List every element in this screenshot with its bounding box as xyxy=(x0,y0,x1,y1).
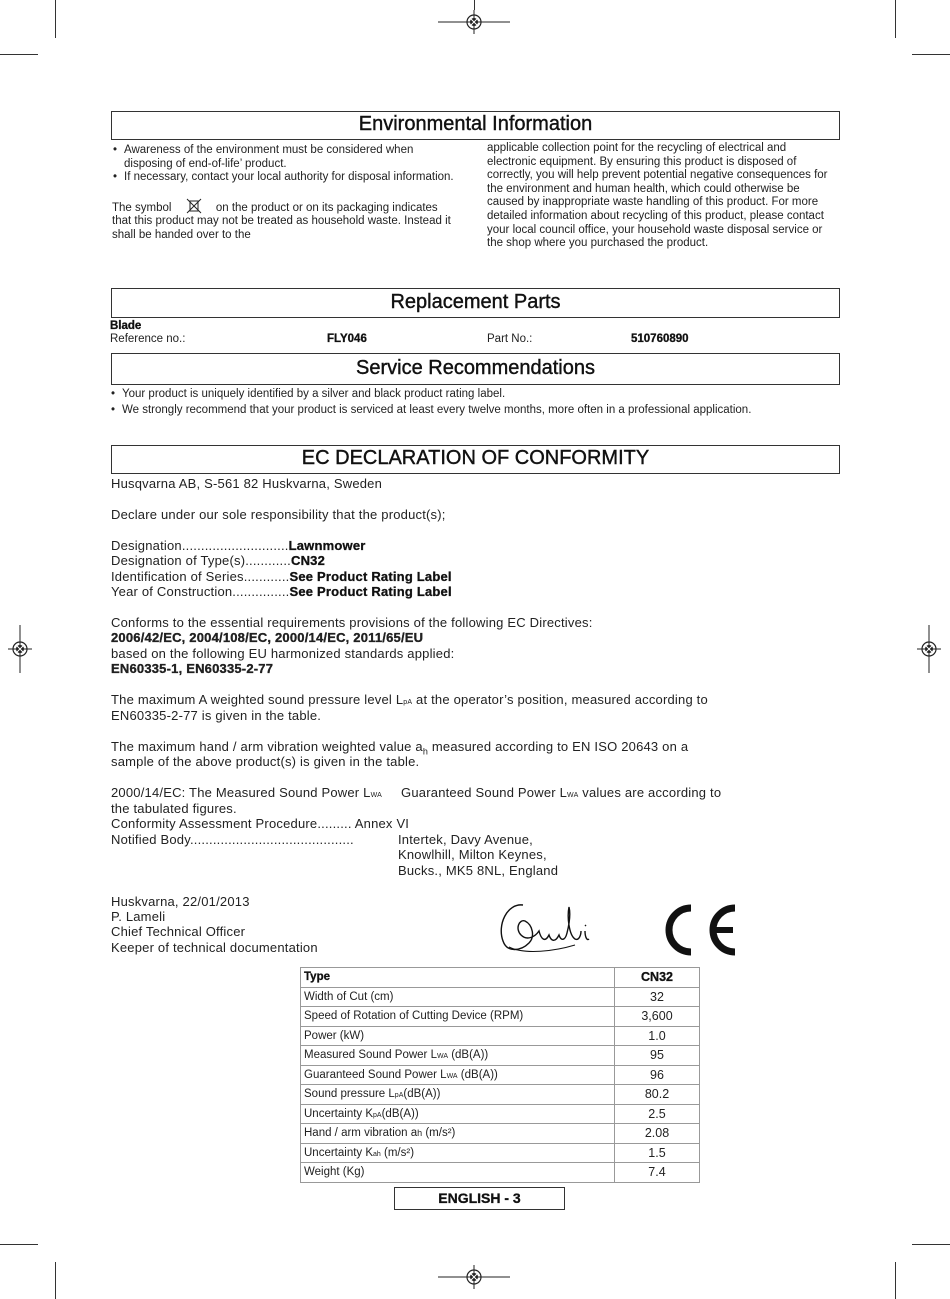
ec-body-line: Intertek, Davy Avenue, xyxy=(398,832,533,847)
registration-mark-icon xyxy=(438,1265,510,1289)
table-row xyxy=(301,1007,700,1027)
table-label-cell: Hand / arm vibration ah (m/s²) xyxy=(301,1124,615,1144)
ec-year-label: Year of Construction............... xyxy=(111,584,290,599)
ec-vib-text: measured according to EN ISO 20643 on a xyxy=(428,739,689,754)
ec-sound-sub: pA xyxy=(403,699,413,706)
table-label-cell: Width of Cut (cm) xyxy=(301,987,615,1007)
env-bullet: • Awareness of the environment must be considered when disposing of end-of-life’ product. xyxy=(112,144,457,171)
table-label-cell: Weight (Kg) xyxy=(301,1163,615,1183)
ec-vib-sub: h xyxy=(422,746,429,757)
table-row xyxy=(301,1065,700,1085)
service-bullets xyxy=(110,388,830,417)
ec-place-date: Huskvarna, 22/01/2013 xyxy=(111,894,250,909)
ec-section-title: EC DECLARATION OF CONFORMITY xyxy=(111,445,840,474)
ec-vib-text: The maximum hand / arm vibration weighted value a xyxy=(111,739,423,754)
ec-body-line: Bucks., MK5 8NL, England xyxy=(398,863,559,878)
ec-power-sub: WA xyxy=(567,792,579,799)
crop-mark xyxy=(912,54,950,55)
ec-type-label: Designation of Type(s)............ xyxy=(111,553,291,568)
ec-designation-value: Lawnmower xyxy=(288,538,366,553)
env-symbol-paragraph xyxy=(112,198,457,243)
ec-sound-line2: EN60335-2-77 is given in the table. xyxy=(111,708,322,723)
ec-power-text: values are according to xyxy=(578,785,722,800)
env-symbol-pre: The symbol xyxy=(112,201,172,214)
registration-mark-icon xyxy=(8,625,32,673)
page-footer: ENGLISH - 3 xyxy=(394,1187,565,1210)
table-label-cell: Speed of Rotation of Cutting Device (RPM) xyxy=(301,1007,615,1027)
table-header-row xyxy=(301,968,700,988)
table-row xyxy=(301,1026,700,1046)
env-bullet: • If necessary, contact your local authority for disposal information. xyxy=(112,171,457,185)
ec-notified-body xyxy=(111,832,354,848)
ec-procedure xyxy=(111,816,409,832)
table-value-cell: 2.08 xyxy=(615,1124,700,1144)
table-value-cell: 80.2 xyxy=(615,1085,700,1105)
parts-item: Blade xyxy=(110,320,142,332)
ec-body-label: Notified Body........................................... xyxy=(111,832,354,847)
env-symbol-post: on the product or on its packaging indicates that this product may not be treated as household waste. Instead it shall be handed over to the xyxy=(112,201,451,241)
ec-designation xyxy=(111,538,366,554)
table-label-cell: Power (kW) xyxy=(301,1026,615,1046)
ec-power-text: 2000/14/EC: The Measured Sound Power L xyxy=(111,785,371,800)
ec-company: Husqvarna AB, S-561 82 Huskvarna, Sweden xyxy=(111,476,383,491)
ec-vib-line2: sample of the above product(s) is given in the table. xyxy=(111,754,420,769)
crop-mark xyxy=(912,1244,950,1245)
table-header-cell: CN32 xyxy=(615,968,700,988)
ec-role: Chief Technical Officer xyxy=(111,924,246,939)
table-value-cell: 2.5 xyxy=(615,1104,700,1124)
signature-icon xyxy=(495,895,595,957)
table-value-cell: 1.5 xyxy=(615,1143,700,1163)
registration-mark-icon xyxy=(438,10,510,34)
ec-standards: EN60335-1, EN60335-2-77 xyxy=(111,661,274,676)
service-bullet: • Your product is uniquely identified by a silver and black product rating label. xyxy=(110,388,830,402)
ec-sound-text: at the operator’s position, measured according to xyxy=(412,692,708,707)
table-row xyxy=(301,1163,700,1183)
crop-mark xyxy=(895,0,896,38)
crop-mark xyxy=(0,54,38,55)
ec-declare: Declare under our sole responsibility that the product(s); xyxy=(111,507,446,522)
table-row xyxy=(301,1124,700,1144)
table-label-cell: Measured Sound Power LWA (dB(A)) xyxy=(301,1046,615,1066)
table-value-cell: 32 xyxy=(615,987,700,1007)
table-value-cell: 3,600 xyxy=(615,1007,700,1027)
ec-conforms: Conforms to the essential requirements provisions of the following EC Directives: xyxy=(111,615,593,630)
ec-designation-label: Designation............................ xyxy=(111,538,289,553)
table-label-cell: Sound pressure LpA(dB(A)) xyxy=(301,1085,615,1105)
ec-series xyxy=(111,569,452,585)
parts-section-title: Replacement Parts xyxy=(111,288,840,318)
ec-series-label: Identification of Series............ xyxy=(111,569,290,584)
crossed-bin-icon xyxy=(185,198,203,214)
crop-mark xyxy=(55,0,56,38)
ec-power-sub: WA xyxy=(370,792,382,799)
ec-year-value: See Product Rating Label xyxy=(289,584,452,599)
ec-keeper: Keeper of technical documentation xyxy=(111,940,318,955)
crop-mark xyxy=(0,1244,38,1245)
table-value-cell: 1.0 xyxy=(615,1026,700,1046)
registration-mark-icon xyxy=(917,625,941,673)
ec-procedure-label: Conformity Assessment Procedure......... xyxy=(111,816,352,831)
spec-table xyxy=(300,967,700,1183)
ec-sound-text: The maximum A weighted sound pressure level L xyxy=(111,692,404,707)
crop-mark xyxy=(55,1262,56,1299)
ec-power-line2: the tabulated figures. xyxy=(111,801,237,816)
service-section-title: Service Recommendations xyxy=(111,353,840,385)
table-row xyxy=(301,1104,700,1124)
table-label-cell: Uncertainty KpA(dB(A)) xyxy=(301,1104,615,1124)
parts-ref-label: Reference no.: xyxy=(110,333,186,345)
ec-power-text: Guaranteed Sound Power L xyxy=(382,785,568,800)
table-label-cell: Guaranteed Sound Power LWA (dB(A)) xyxy=(301,1065,615,1085)
table-value-cell: 96 xyxy=(615,1065,700,1085)
service-bullet: • We strongly recommend that your product is serviced at least every twelve months, more often in a professional application. xyxy=(110,404,830,418)
parts-part-label: Part No.: xyxy=(487,333,533,345)
ec-type xyxy=(111,553,325,569)
env-left-column xyxy=(112,144,457,243)
ec-series-value: See Product Rating Label xyxy=(289,569,452,584)
ec-directives: 2006/42/EC, 2004/108/EC, 2000/14/EC, 2011/65/EU xyxy=(111,630,424,645)
ec-type-value: CN32 xyxy=(290,553,326,568)
table-header-cell: Type xyxy=(301,968,615,988)
ec-procedure-value: Annex VI xyxy=(354,816,410,831)
ec-body-line: Knowlhill, Milton Keynes, xyxy=(398,847,547,862)
table-row xyxy=(301,1046,700,1066)
table-row xyxy=(301,987,700,1007)
env-right-column: applicable collection point for the recycling of electrical and electronic equipment. By ensuring this product is disposed of correctly, you will help prevent potential negative consequences for the environment and human health, which could otherwise be caused by inappropriate waste handling of this product. For more detailed information about recycling of this product, please contact your local council office, your household waste disposal service or the shop where you purchased the product. xyxy=(487,142,828,250)
table-row xyxy=(301,1085,700,1105)
parts-ref-value: FLY046 xyxy=(327,333,367,345)
crop-mark xyxy=(895,1262,896,1299)
parts-part-value: 510760890 xyxy=(631,333,689,345)
ec-year xyxy=(111,584,452,600)
ce-mark-icon xyxy=(655,900,741,962)
env-section-title: Environmental Information xyxy=(111,111,840,140)
table-value-cell: 95 xyxy=(615,1046,700,1066)
ec-based: based on the following EU harmonized standards applied: xyxy=(111,646,455,661)
crop-mark xyxy=(474,0,475,10)
ec-signer: P. Lameli xyxy=(111,909,166,924)
table-row xyxy=(301,1143,700,1163)
table-value-cell: 7.4 xyxy=(615,1163,700,1183)
table-label-cell: Uncertainty Kah (m/s²) xyxy=(301,1143,615,1163)
